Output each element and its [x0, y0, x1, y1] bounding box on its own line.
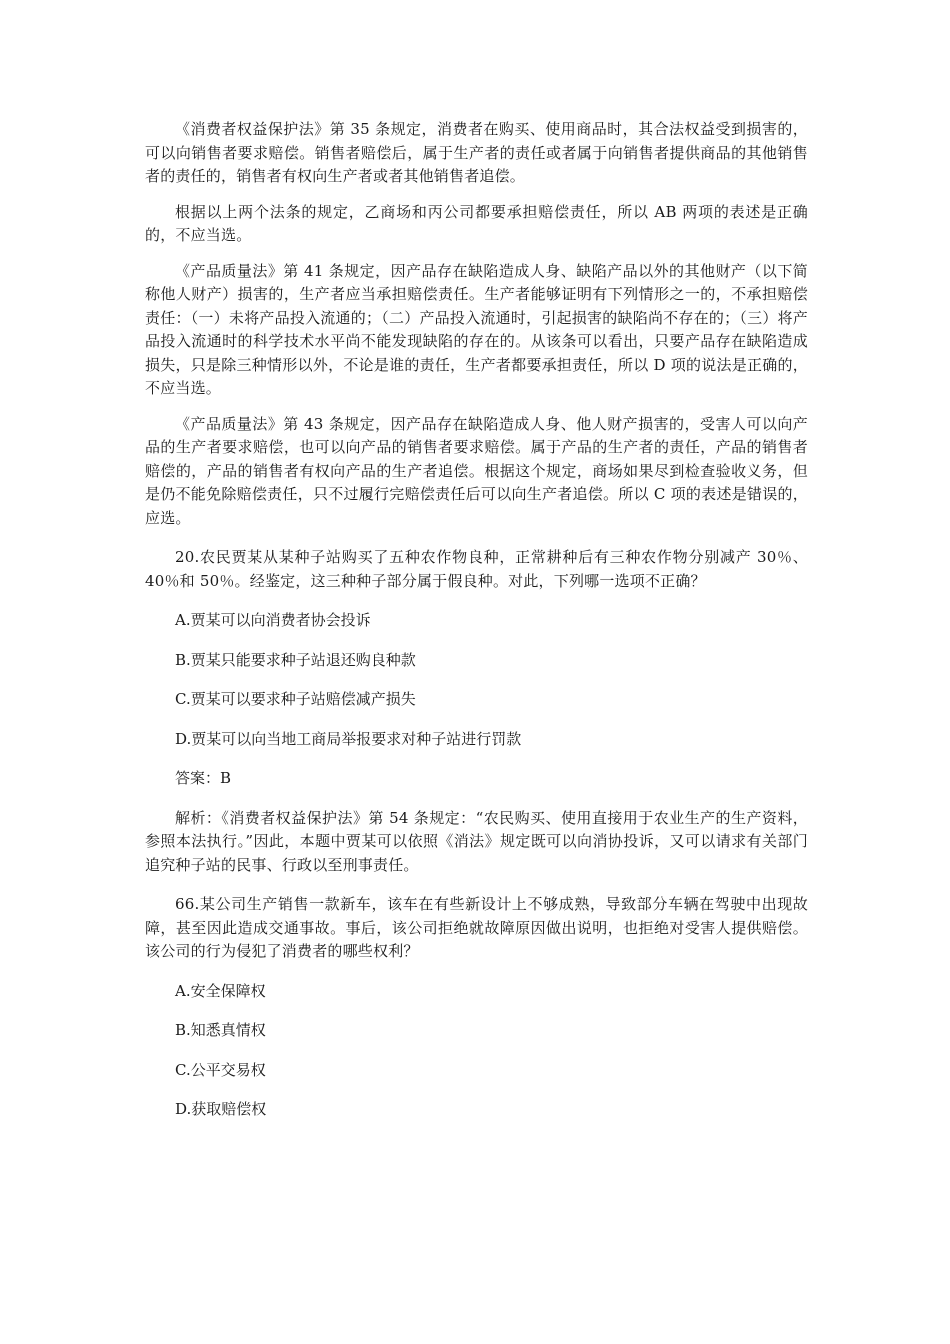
- question-20-option-c: C.贾某可以要求种子站赔偿减产损失: [175, 690, 416, 708]
- question-66-option-c: C.公平交易权: [175, 1060, 266, 1079]
- question-20-option-d: D.贾某可以向当地工商局举报要求对种子站进行罚款: [175, 729, 522, 748]
- question-66-option-b: B.知悉真情权: [175, 1021, 266, 1039]
- question-66-option-a: A.安全保障权: [175, 981, 266, 1000]
- question-20-answer: 答案：B: [175, 769, 232, 787]
- question-66-stem: 66.某公司生产销售一款新车，该车在有些新设计上不够成熟，导致部分车辆在驾驶中出现故障，甚至因此造成交通事故。事后，该公司拒绝就故障原因做出说明，也拒绝对受害人提供赔偿。该公司的行为侵犯了消费者的哪些权利？: [145, 895, 808, 960]
- paragraph-conclusion-ab: 根据以上两个法条的规定，乙商场和丙公司都要承担赔偿责任，所以 AB 两项的表述是正确的，不应当选。: [145, 202, 808, 244]
- paragraph-consumer-law-art35: 《消费者权益保护法》第 35 条规定，消费者在购买、使用商品时，其合法权益受到损害的，可以向销售者要求赔偿。销售者赔偿后，属于生产者的责任或者属于向销售者提供商品的其他销售者的责任的，销售者有权向生产者或者其他销售者追偿。: [145, 120, 808, 185]
- paragraph-product-law-art43: 《产品质量法》第 43 条规定，因产品存在缺陷造成人身、他人财产损害的，受害人可以向产品的生产者要求赔偿，也可以向产品的销售者要求赔偿。属于产品的生产者的责任，产品的销售者赔偿的，产品的销售者有权向产品的生产者追偿。根据这个规定，商场如果尽到检查验收义务，但是仍不能免除赔偿责任，只不过履行完赔偿责任后可以向生产者追偿。所以 C 项的表述是错误的，应选。: [145, 414, 808, 527]
- question-20-analysis: 解析：《消费者权益保护法》第 54 条规定：“农民购买、使用直接用于农业生产的生产资料，参照本法执行。”因此，本题中贾某可以依照《消法》规定既可以向消协投诉，又可以请求有关部门追究种子站的民事、行政以至刑事责任。: [145, 808, 808, 874]
- question-20-option-b: B.贾某只能要求种子站退还购良种款: [175, 650, 416, 669]
- question-66-option-d: D.获取赔偿权: [175, 1100, 267, 1118]
- question-20-stem: 20.农民贾某从某种子站购买了五种农作物良种，正常耕种后有三种农作物分别减产 30％、40％和 50％。经鉴定，这三种种子部分属于假良种。对此，下列哪一选项不正确？: [145, 548, 808, 590]
- paragraph-product-law-art41: 《产品质量法》第 41 条规定，因产品存在缺陷造成人身、缺陷产品以外的其他财产（以下简称他人财产）损害的，生产者应当承担赔偿责任。生产者能够证明有下列情形之一的，不承担赔偿责任：（一）未将产品投入流通的；（二）产品投入流通时，引起损害的缺陷尚不存在的；（三）将产品投入流通时的科学技术水平尚不能发现缺陷的存在的。从该条可以看出，只要产品存在缺陷造成损失，只是除三种情形以外，不论是谁的责任，生产者都要承担责任，所以 D 项的说法是正确的，不应当选。: [145, 261, 808, 397]
- question-20-option-a: A.贾某可以向消费者协会投诉: [175, 611, 371, 629]
